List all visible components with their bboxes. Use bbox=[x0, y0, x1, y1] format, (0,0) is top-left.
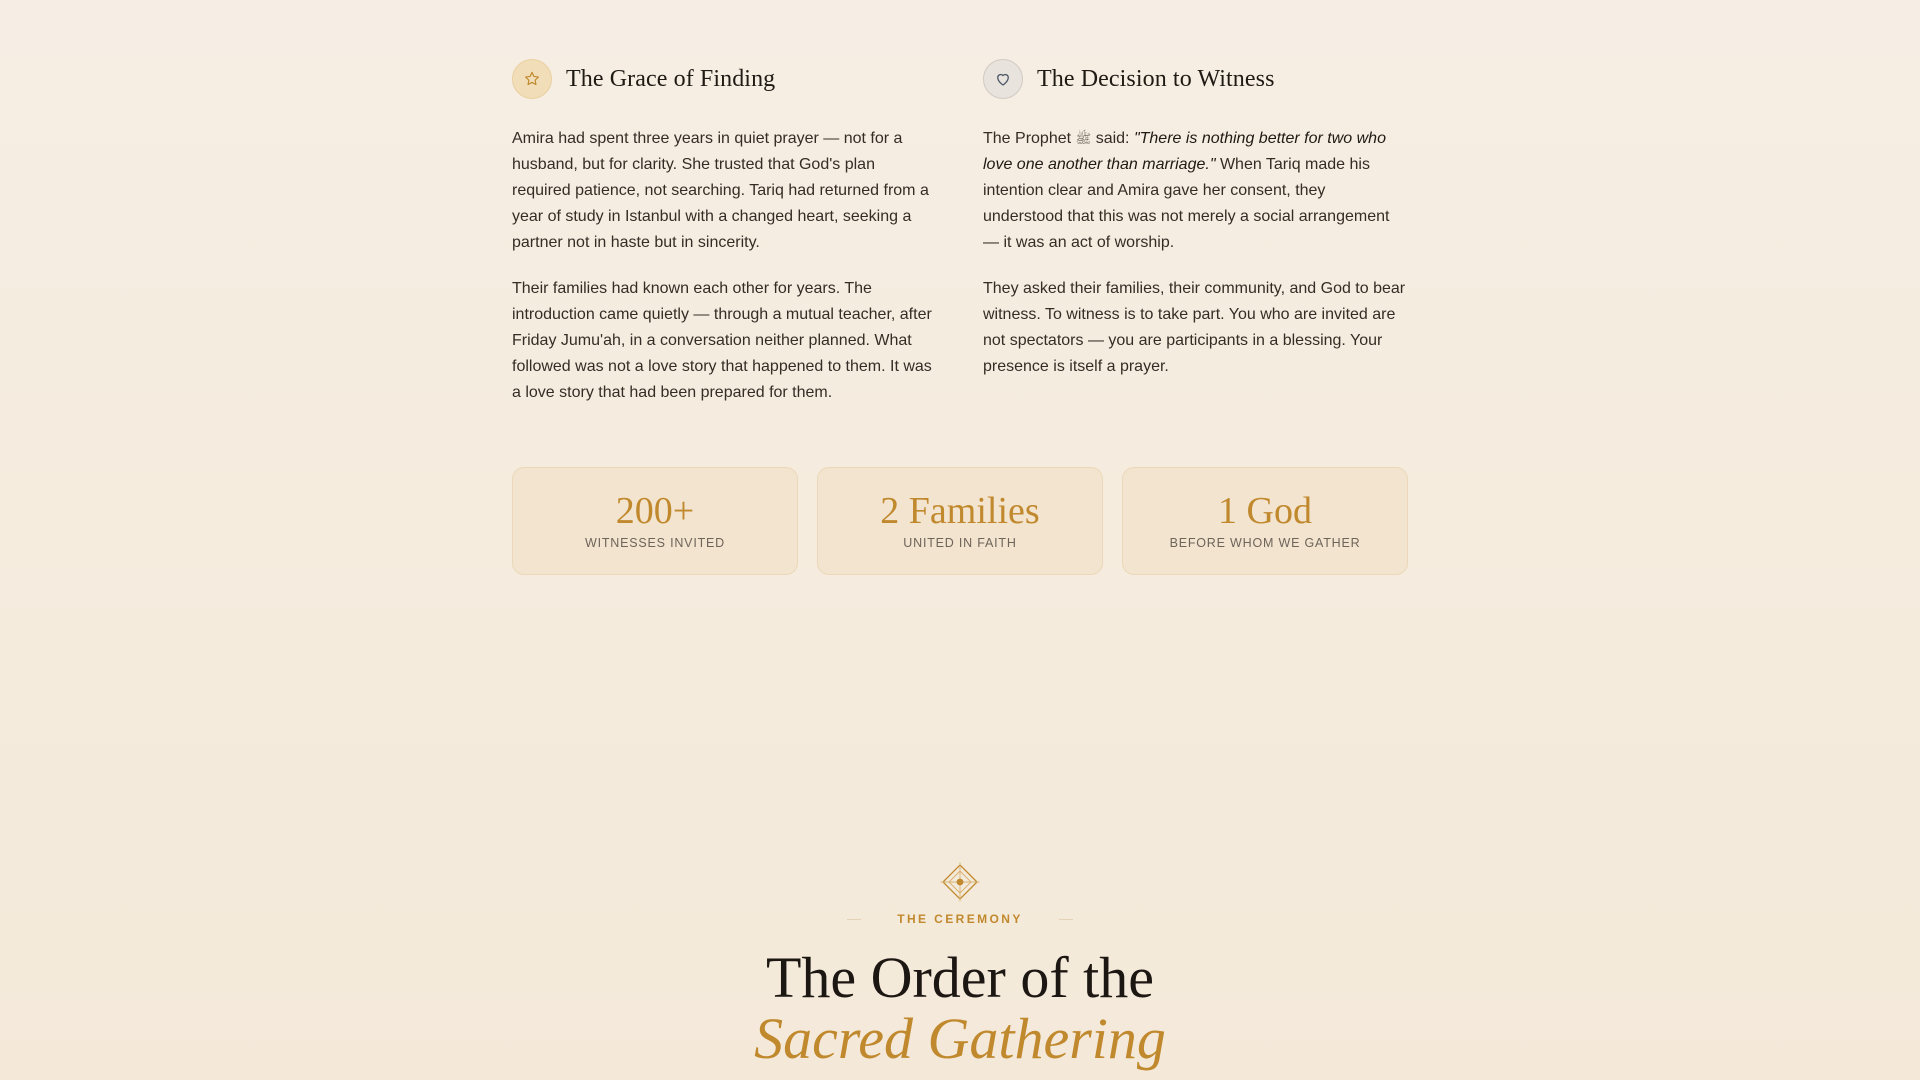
divider-line bbox=[1059, 919, 1073, 920]
heart-icon bbox=[983, 59, 1023, 99]
diamond-star-ornament-icon bbox=[940, 862, 980, 902]
stat-card-witnesses bbox=[512, 467, 798, 575]
said-text: said: bbox=[1095, 130, 1130, 147]
story-heading-row bbox=[512, 58, 937, 100]
stats-row bbox=[512, 467, 1408, 575]
story-heading-row bbox=[983, 58, 1408, 100]
stat-label: BEFORE WHOM WE GATHER bbox=[1169, 536, 1361, 550]
section-headline: The Order of the bbox=[765, 945, 1155, 1010]
story-column-finding bbox=[512, 58, 937, 426]
hadith-quote: "There is nothing better for two who love one another than marriage." bbox=[983, 130, 1386, 173]
honorific-glyph: ﷺ bbox=[1075, 131, 1092, 146]
story-title-witness: The Decision to Witness bbox=[1037, 65, 1275, 92]
stat-label: UNITED IN FAITH bbox=[903, 536, 1017, 550]
story-paragraph: They asked their families, their community, and God to bear witness. To witness is to take part. You who are invited are not spectators — you are participants in a blessing. Your presence is itself a prayer. bbox=[983, 280, 1406, 375]
section-headline-accent: Sacred Gathering bbox=[754, 1006, 1166, 1071]
divider-line bbox=[847, 919, 861, 920]
stat-value: 1 God bbox=[1218, 490, 1312, 532]
section-eyebrow: THE CEREMONY bbox=[897, 912, 1023, 926]
eyebrow-row bbox=[512, 912, 1408, 926]
story-column-witness bbox=[983, 58, 1408, 426]
story-paragraph: Amira had spent three years in quiet prayer — not for a husband, but for clarity. She trusted that God's plan required patience, not searching. Tariq had returned from a year of study in Istanbul with a changed heart, seeking a partner not in haste but in sincerity. bbox=[512, 130, 929, 251]
stat-value: 200+ bbox=[615, 490, 695, 532]
star-icon bbox=[512, 59, 552, 99]
story-continuation: When Tariq made his intention clear and Amira gave her consent, they understood that this was not merely a social arrangement — it was an act of worship. bbox=[983, 156, 1390, 251]
stat-label: WITNESSES INVITED bbox=[584, 536, 725, 550]
story-paragraph-quote bbox=[983, 126, 1408, 256]
stat-card-families bbox=[817, 467, 1103, 575]
stat-value: 2 Families bbox=[880, 490, 1040, 532]
stat-card-god bbox=[1122, 467, 1408, 575]
story-paragraph: Their families had known each other for years. The introduction came quietly — through a mutual teacher, after Friday Jumu'ah, in a conversation neither planned. What followed was not a love story that happened to them. It was a love story that had been prepared for them. bbox=[512, 280, 932, 401]
prophet-prefix: The Prophet bbox=[983, 130, 1072, 147]
story-title-finding: The Grace of Finding bbox=[566, 65, 776, 92]
ceremony-section bbox=[512, 862, 1408, 1070]
story-section bbox=[512, 58, 1408, 426]
